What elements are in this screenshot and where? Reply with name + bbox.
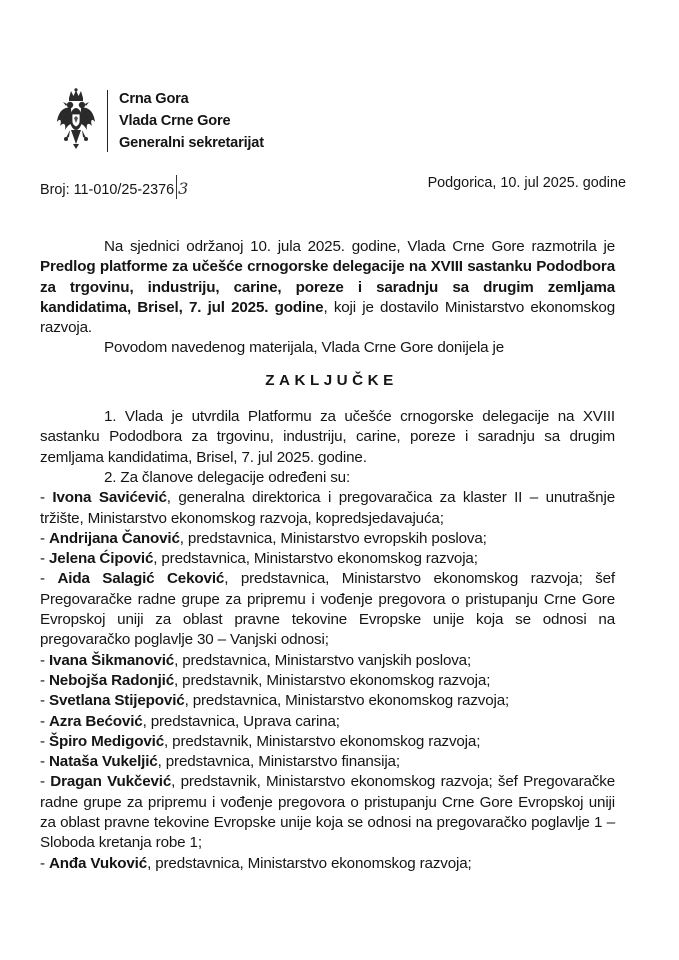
list-item: - Aida Salagić Ceković, predstavnica, Ministarstvo ekonomskog razvoja; šef Pregovaračke radne grupe za pripremu i vođenje pregovora o pristupanju Crne Gore Evropskoj uniji za oblast pravne tekovine Evropske unije koja se odnosi na pregovaračko poglavlje 30 – Vanjski odnosi; bbox=[40, 570, 615, 649]
member-name: Azra Bećović bbox=[48, 712, 143, 730]
member-name: Špiro Medigović bbox=[48, 732, 165, 750]
handwritten-suffix: 3 bbox=[178, 179, 189, 198]
member-name: Anđa Vuković bbox=[48, 854, 148, 872]
member-desc: , predstavnik, Ministarstvo ekonomskog razvoja; bbox=[164, 732, 481, 750]
letterhead bbox=[119, 88, 264, 154]
header-office: Generalni sekretarijat bbox=[119, 135, 264, 151]
list-item: - Anđa Vuković, predstavnica, Ministarstvo ekonomskog razvoja; bbox=[40, 854, 472, 872]
member-desc: , predstavnica, Ministarstvo vanjskih poslova; bbox=[174, 651, 472, 669]
conclusions-heading: ZAKLJUČKE bbox=[265, 371, 398, 389]
member-name: Ivana Šikmanović bbox=[48, 651, 175, 669]
member-desc: , predstavnica, Uprava carina; bbox=[142, 712, 340, 730]
list-item: - Ivona Savićević, generalna direktorica i pregovaračica za klaster II – unutrašnje tržište, Ministarstvo ekonomskog razvoja, kopredsjedavajuća; bbox=[40, 489, 615, 527]
list-item: - Špiro Medigović, predstavnik, Ministarstvo ekonomskog razvoja; bbox=[40, 732, 481, 750]
member-name: Ivona Savićević bbox=[52, 489, 167, 507]
intro-paragraph bbox=[40, 237, 615, 338]
document-body bbox=[40, 237, 615, 874]
member-name: Jelena Ćipović bbox=[48, 550, 154, 568]
header-country: Crna Gora bbox=[119, 91, 189, 107]
document-date: Podgorica, 10. jul 2025. godine bbox=[427, 175, 626, 191]
member-name: Nebojša Radonjić bbox=[48, 671, 175, 689]
member-desc: , predstavnica, Ministarstvo evropskih poslova; bbox=[179, 529, 487, 547]
member-name: Dragan Vukčević bbox=[50, 773, 172, 791]
handwritten-stroke bbox=[176, 175, 177, 199]
conclusion-1: 1. Vlada je utvrdila Platformu za učešće crnogorske delegacije na XVIII sastanku Pododbora za trgovinu, industriju, carine, poreze i saradnju sa drugim zemljama kandidatima, Brisel, 7. jul 2025. godine. bbox=[40, 408, 615, 466]
member-name: Andrijana Čanović bbox=[48, 529, 180, 547]
coat-of-arms-icon bbox=[56, 88, 96, 150]
member-desc: , predstavnica, Ministarstvo finansija; bbox=[157, 753, 400, 771]
header-government: Vlada Crne Gore bbox=[119, 113, 231, 129]
member-name: Aida Salagić Ceković bbox=[57, 570, 225, 588]
member-name: Svetlana Stijepović bbox=[48, 692, 185, 710]
member-desc: , predstavnica, Ministarstvo ekonomskog razvoja; bbox=[184, 692, 510, 710]
intro-paragraph-2: Povodom navedenog materijala, Vlada Crne Gore donijela je bbox=[104, 339, 505, 357]
member-desc: , predstavnica, Ministarstvo ekonomskog razvoja; bbox=[153, 550, 478, 568]
list-item: - Andrijana Čanović, predstavnica, Ministarstvo evropskih poslova; bbox=[40, 529, 487, 547]
delegation-list bbox=[40, 488, 615, 874]
list-item: - Dragan Vukčević, predstavnik, Ministarstvo ekonomskog razvoja; šef Pregovaračke radne grupe za pripremu i vođenje pregovora o pristupanju Crne Gore Evropskoj uniji za oblast pravne tekovine Evropske unije koja se odnosi na pregovaračko poglavlje 1 – Sloboda kretanja robe 1; bbox=[40, 773, 616, 852]
list-item: - Ivana Šikmanović, predstavnica, Ministarstvo vanjskih poslova; bbox=[40, 651, 472, 669]
header-divider bbox=[107, 90, 108, 152]
intro-bold-title: Predlog platforme za učešće crnogorske delegacije na XVIII sastanku Pododbora za trgovinu, industriju, carine, poreze i saradnju sa drugim zemljama kandidatima, Brisel, 7. jul 2025. godine bbox=[40, 258, 615, 316]
reference-row bbox=[40, 175, 640, 197]
member-desc: , predstavnica, Ministarstvo ekonomskog razvoja; šef Pregovaračke radne grupe za pripremu i vođenje pregovora o pristupanju Crne Gore Evropskoj uniji za oblast pravne tekovine Evropske unije koja se odnosi na pregovaračko poglavlje 30 – Vanjski odnosi; bbox=[40, 570, 615, 649]
list-item: - Svetlana Stijepović, predstavnica, Ministarstvo ekonomskog razvoja; bbox=[40, 692, 510, 710]
intro-text-2: , koji je dostavilo Ministarstvo ekonomskog razvoja. bbox=[40, 298, 615, 337]
list-item: - Nebojša Radonjić, predstavnik, Ministarstvo ekonomskog razvoja; bbox=[40, 671, 491, 689]
member-desc: , generalna direktorica i pregovaračica za klaster II – unutrašnje tržište, Ministarstvo ekonomskog razvoja, kopredsjedavajuća; bbox=[40, 489, 615, 527]
reference-number bbox=[40, 175, 188, 199]
list-item: - Jelena Ćipović, predstavnica, Ministarstvo ekonomskog razvoja; bbox=[40, 550, 478, 568]
list-item: - Azra Bećović, predstavnica, Uprava carina; bbox=[40, 712, 340, 730]
list-item: - Nataša Vukeljić, predstavnica, Ministarstvo finansija; bbox=[40, 753, 400, 771]
member-desc: , predstavnik, Ministarstvo ekonomskog razvoja; bbox=[174, 671, 491, 689]
intro-text-1: Na sjednici održanoj 10. jula 2025. godine, Vlada Crne Gore razmotrila je bbox=[104, 238, 615, 255]
reference-number-text: Broj: 11-010/25-2376 bbox=[40, 182, 175, 198]
member-desc: , predstavnica, Ministarstvo ekonomskog razvoja; bbox=[147, 854, 472, 872]
member-name: Nataša Vukeljić bbox=[48, 753, 158, 771]
member-desc: , predstavnik, Ministarstvo ekonomskog razvoja; šef Pregovaračke radne grupe za pripremu i vođenje pregovora o pristupanju Crne Gore Evropskoj uniji za oblast pravne tekovine Evropske unije koja se odnosi na pregovaračko poglavlje 1 – Sloboda kretanja robe 1; bbox=[40, 773, 616, 852]
conclusion-2: 2. Za članove delegacije određeni su: bbox=[104, 468, 351, 486]
